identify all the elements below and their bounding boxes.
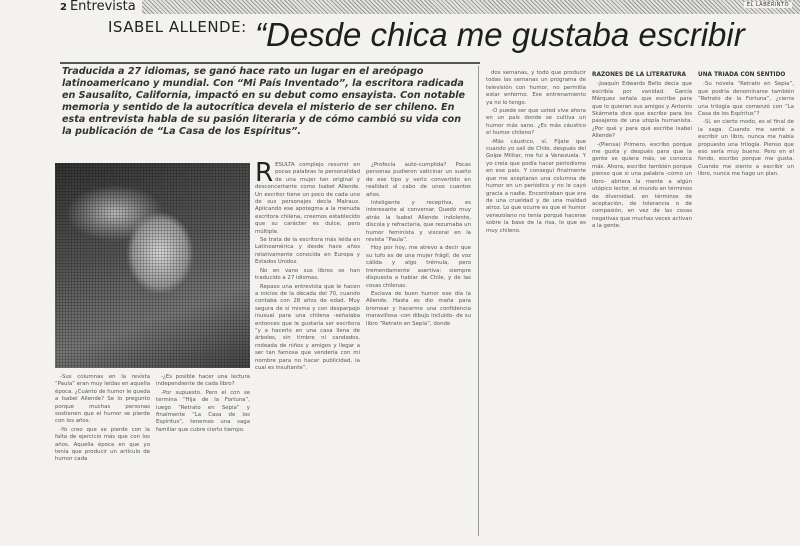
article-column-7 bbox=[698, 70, 794, 180]
article-deck: Traducida a 27 idiomas, se ganó hace rato un lugar en el areópago latinoamericano y mundial. Con “Mi País Inventado”, la escritora radicada en Sausalito, California, impactó en su debut como ensayista. Con notable memoria y sentido de la autocrítica devela el misterio de ser chileno. En esta entrevista habla de su pasión literaria y de cómo cambió su vida con la publicación de “La Casa de los Espíritus”. bbox=[62, 66, 466, 137]
paragraph: Repaso una entrevista que le hacen a inicios de la década del 70, cuando contaba con 28 años de edad. Muy segura de sí misma y con desparpajo inusual para una chilena -señalaba entonces que le gustaría ser escritora “y a hacerlo en una casa llena de árboles, sin timbre ni candados, rodeada de niños y amigos y llegar a ser tan famosa que vendería con mi nombre para no hacer publicidad, la cual es insultante”. bbox=[255, 283, 360, 371]
article-headline: “Desde chica me gustaba escribir bbox=[255, 16, 745, 53]
paragraph: Esclava de buen humor ese día la Allende. Hasta es dio maña para bromear y hacerme una confidencia maravillosa -con dibujo incluido- de su libro “Retrato en Sepia”, donde bbox=[366, 290, 471, 327]
author-photo bbox=[55, 163, 250, 368]
page-number: 2 bbox=[60, 2, 67, 13]
newspaper-name: EL LABERINTO bbox=[744, 2, 792, 8]
column-divider bbox=[478, 66, 479, 536]
article-column-6 bbox=[592, 70, 692, 232]
paragraph: -Joaquín Edwards Bello decía que escribía por vanidad. García Márquez señala que escribe para que lo quieran sus amigos y Antonio Skármeta dice que escribe para los pasajeros de una utopía humanista. ¿Por qué y para qué escribe Isabel Allende? bbox=[592, 81, 692, 140]
paragraph: -(Piensa) Primero, escribo porque me gusta y después para que la gente se quiera más, se conozca más. Ahora, escribo también porque pienso que si una palabra -como un libro- abriera la mente a algún utópico lector, el mundo en términos de diversidad, en términos de aceptación, de tolerancia o de compasión, en vez de las cosas negativas que muchas veces activan a la gente. bbox=[592, 141, 692, 230]
paragraph: -Por supuesto. Pero el con se termina “Hija de la Fortuna”, luego “Retrato en Sepia” y finalmente “La Casa de los Espíritus”, tenemos una saga familiar que cubre cierto tiempo. bbox=[156, 389, 250, 433]
article-column-3 bbox=[55, 374, 150, 465]
paragraph: -Su novela “Retrato en Sepia”, que podría denominarse también “Retrato de la Fortuna”, ¿cierra una trilogía que comenzó con “La Casa de los Espíritus”? bbox=[698, 81, 794, 118]
section-label bbox=[60, 0, 142, 14]
subheading: RAZONES DE LA LITERATURA bbox=[592, 72, 686, 78]
paragraph: Hoy por hoy, me atrevo a decir que su tufo es de una mujer frágil, de voz cálida y algo trémula, pero tremendamente asertiva; siempre dispuesta a hablar de Chile, y de las cosas chilenas. bbox=[366, 245, 471, 289]
paragraph: ESULTA complejo resumir en pocas palabras la personalidad de una mujer tan original y desconcertante como Isabel Allende. Un escritor tiene un poco de cada uno de sus personajes decía Malraux. Aplicando ese apotegma a la menuda escritora chilena, creemos establecido que su carácter es dulce, pero múltiple. bbox=[255, 162, 360, 235]
article-kicker: ISABEL ALLENDE: bbox=[108, 18, 247, 36]
paragraph: Se trata de la escritora más leída en Latinoamérica y desde hace años relativamente conocida en Europa y Estados Unidos. bbox=[255, 237, 360, 266]
paragraph: -O puede ser que usted vive ahora en un país donde se cultiva un humor más sano. ¿Es más cáustico el humor chileno? bbox=[486, 108, 586, 137]
paragraph: dos semanas, y todo que producir todas las semanas un programa de televisión con humor, no permitía estar enfermo. Ese entrenamiento ya no lo tengo. bbox=[486, 70, 586, 106]
header-band bbox=[60, 0, 800, 14]
article-column-4 bbox=[156, 374, 250, 435]
paragraph: -¿Es posible hacer una lectura independiente de cada libro? bbox=[156, 374, 250, 388]
paragraph: -Sus columnas en la revista “Paula” eran muy leídas en aquella época. ¿Cuánto de humor le queda a Isabel Allende? Se lo pregunto porque muchas personas sostienen que el humor se pierde con los años. bbox=[55, 374, 150, 425]
article-column-2 bbox=[366, 162, 471, 329]
paragraph: -Sí, en cierto modo, es el final de la saga. Cuando me senté a escribir un libro, nunca me había propuesto una trilogía. Pienso que eso sería muy bueno. Pero en el fondo, escribo porque me gusta. Cuando me siento a escribir un libro, nunca me hago un plan. bbox=[698, 119, 794, 178]
section-name: Entrevista bbox=[69, 0, 136, 14]
paragraph: No en vano sus libros se han traducido a 27 idiomas. bbox=[255, 267, 360, 282]
paragraph: -Yo creo que se pierde con la falta de ejercicio más que con los años. Aquella época en que yo tenía que producir un artículo de humor cada bbox=[55, 426, 150, 463]
paragraph: -Más cáustico, sí. Fíjate que cuando yo salí de Chile, después del Golpe Militar, me fui a Venezuela. Y yo creía que podía hacer periodismo en ese país. Y conseguí finalmente que me aceptaran una columna de humor en un periódico y no le cayó gracia a nadie. Encontraban que era de una crueldad y de una maldad atroz. Lo que ocurre es que el humor venezolano no tenía porqué hacerse sobre la base de la risa, lo que es muy chileno. bbox=[486, 138, 586, 234]
drop-cap: R bbox=[255, 158, 274, 188]
divider bbox=[60, 62, 480, 64]
subheading: UNA TRIADA CON SENTIDO bbox=[698, 72, 786, 78]
paragraph: ¿Profecía auto-cumplida? Pocas personas pudieron vaticinar un sueño de ese tipo y verlo convertido en realidad al cabo de unos cuantos años. bbox=[366, 162, 471, 198]
article-column-5 bbox=[486, 70, 586, 236]
article-column-1 bbox=[255, 158, 360, 373]
paragraph: Inteligente y receptiva, es interesante al conversar. Quedó muy atrás la Isabel Allende indolente, díscola y refractaria, que rezumaba un humor feminista y visceral en la revista “Paula”. bbox=[366, 200, 471, 244]
